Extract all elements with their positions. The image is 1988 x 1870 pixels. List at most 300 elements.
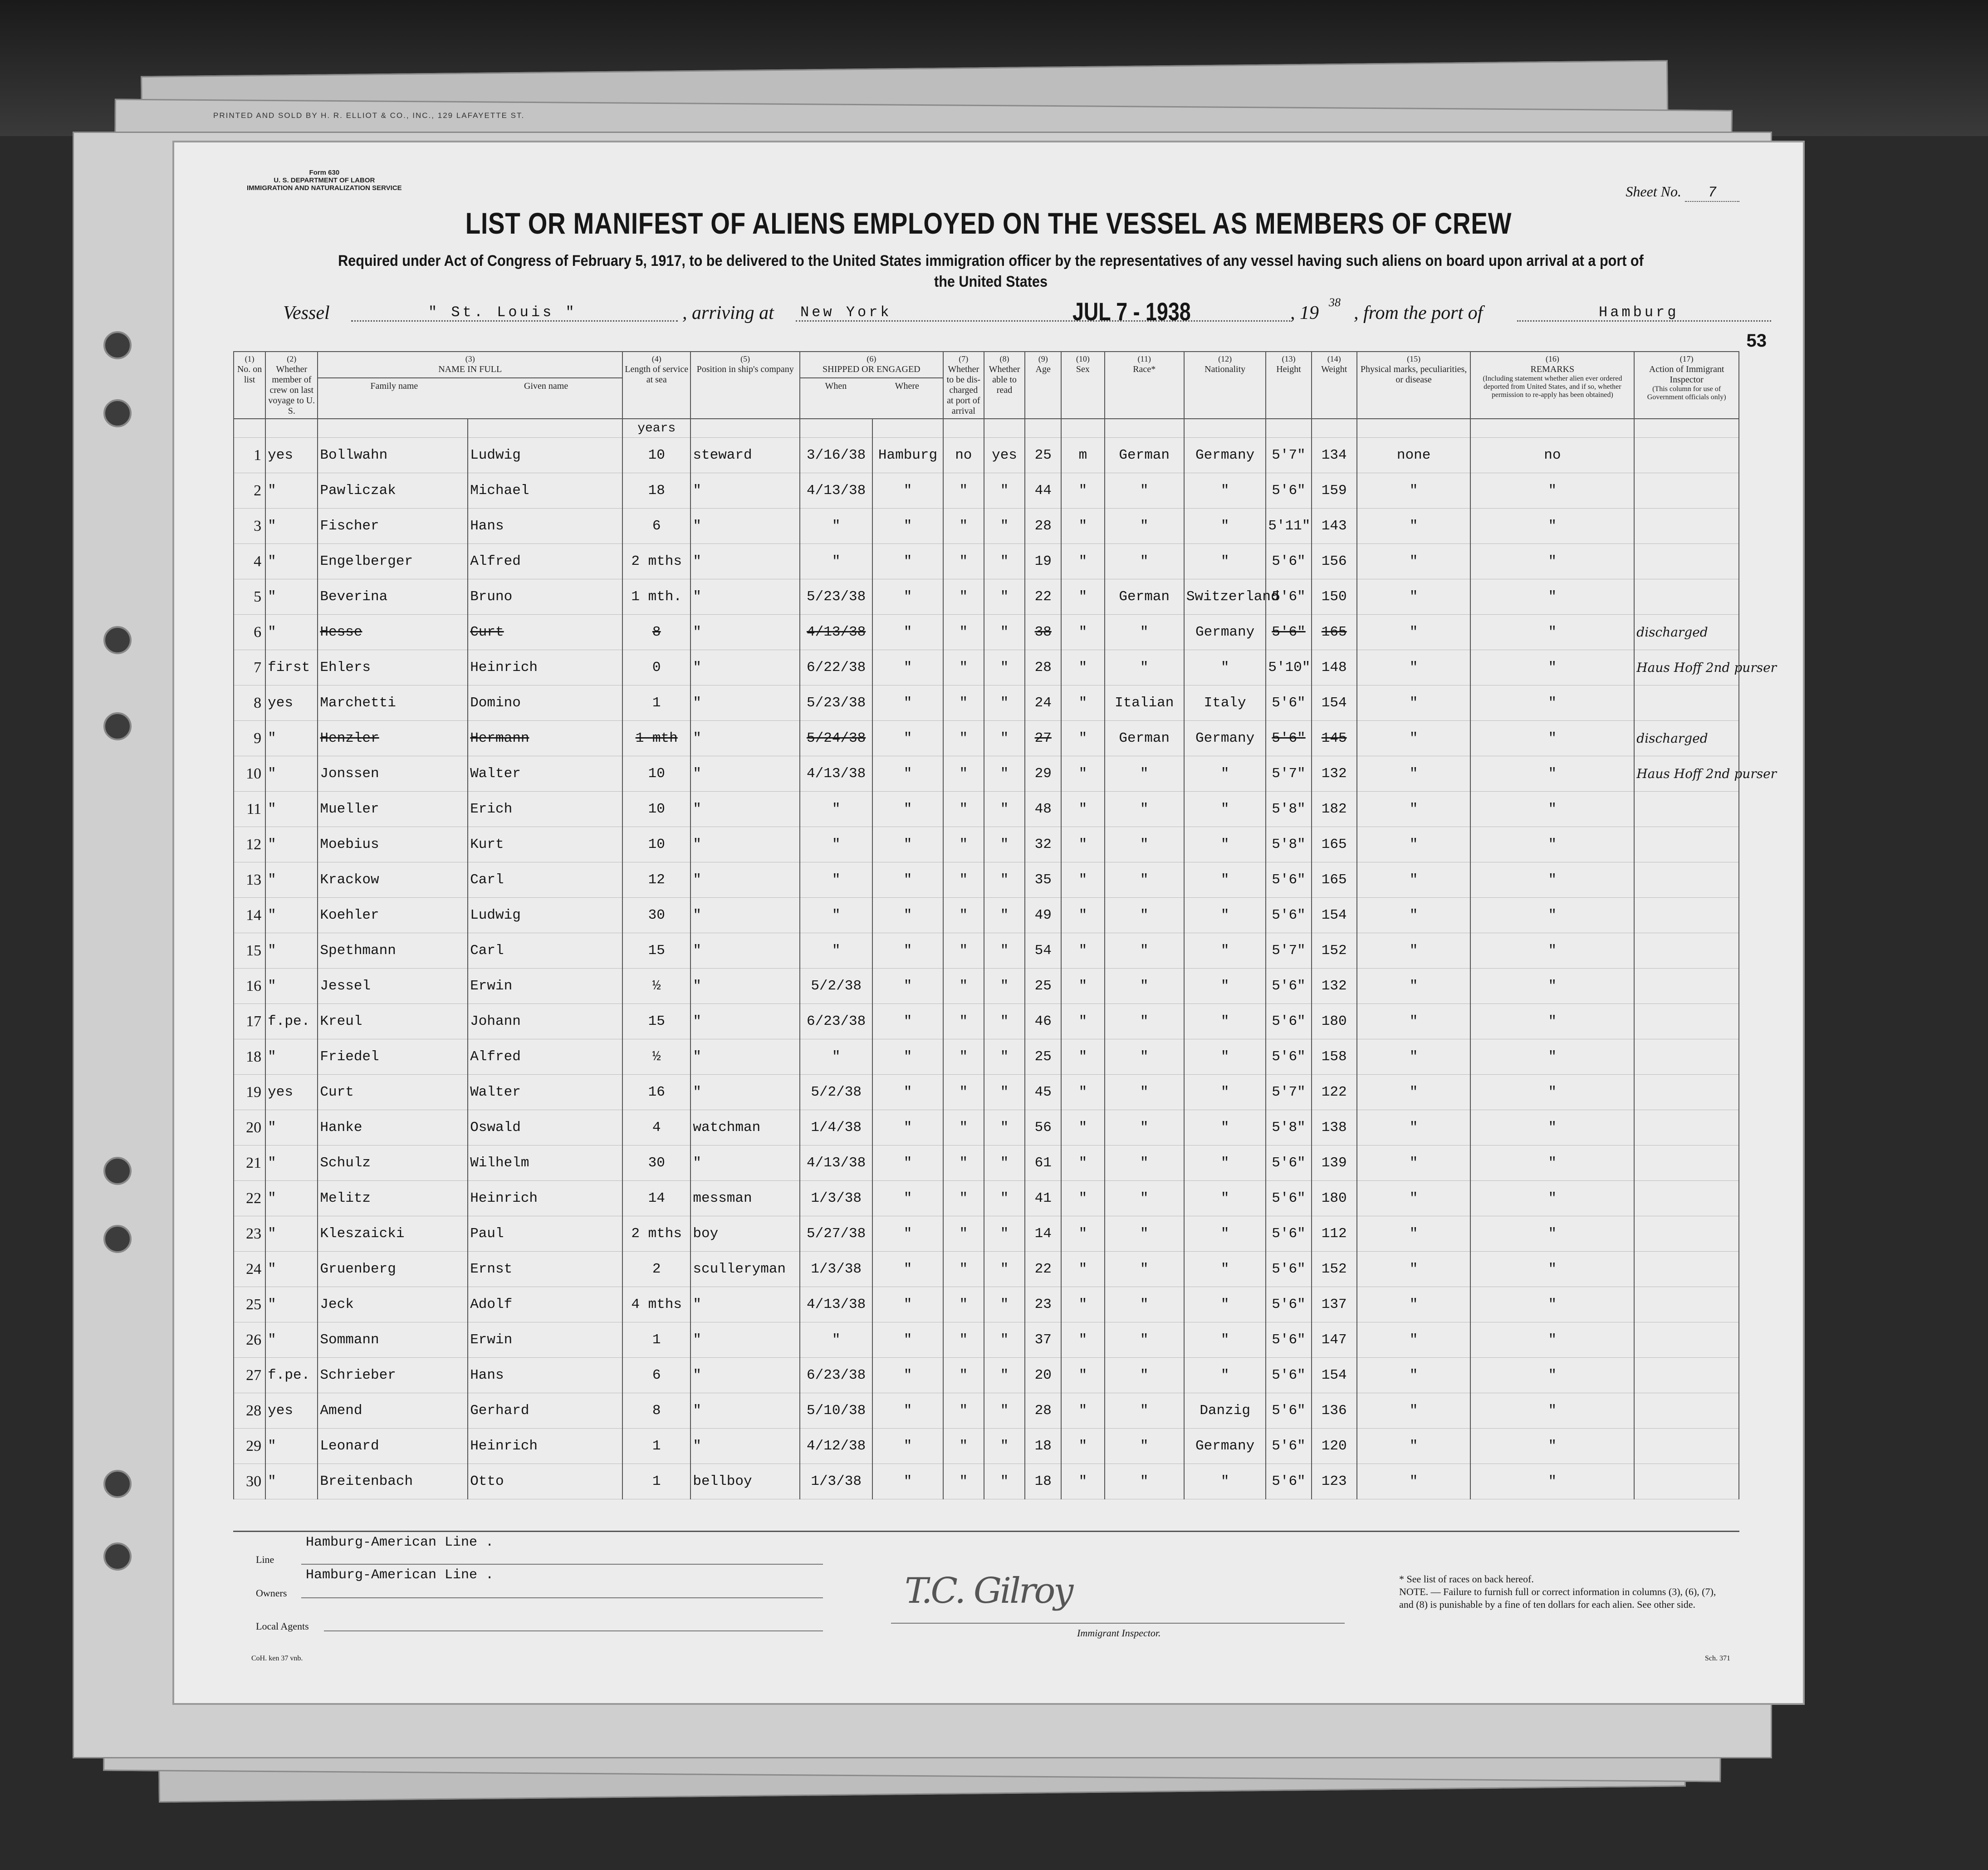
cell-number: 21 bbox=[234, 1145, 265, 1181]
cell-discharged: " bbox=[943, 969, 984, 1004]
cell-physical-marks: " bbox=[1357, 1358, 1471, 1393]
cell-race: " bbox=[1105, 898, 1184, 933]
cell-where: " bbox=[872, 1464, 943, 1499]
cell-inspector-action bbox=[1634, 473, 1739, 509]
cell-physical-marks: " bbox=[1357, 1039, 1471, 1075]
crew-row bbox=[234, 1429, 1739, 1464]
crew-row bbox=[234, 1216, 1739, 1252]
cell-inspector-action bbox=[1634, 579, 1739, 615]
department-name: U. S. DEPARTMENT OF LABOR bbox=[274, 176, 375, 184]
cell-where: " bbox=[872, 898, 943, 933]
cell-remarks: " bbox=[1470, 862, 1634, 898]
cell-sex: " bbox=[1061, 1110, 1104, 1145]
crew-row bbox=[234, 1181, 1739, 1216]
cell-given-name: Gerhard bbox=[468, 1393, 622, 1429]
crew-row bbox=[234, 1322, 1739, 1358]
cell-number: 29 bbox=[234, 1429, 265, 1464]
cell-race: " bbox=[1105, 1464, 1184, 1499]
cell-race: " bbox=[1105, 1145, 1184, 1181]
cell-inspector-action bbox=[1634, 1039, 1739, 1075]
cell-family-name: Mueller bbox=[318, 792, 468, 827]
cell-when: 1/3/38 bbox=[800, 1464, 872, 1499]
cell-age: 22 bbox=[1025, 579, 1061, 615]
year-label: , 19 bbox=[1290, 303, 1319, 323]
cell-number: 28 bbox=[234, 1393, 265, 1429]
cell-position: " bbox=[690, 1039, 800, 1075]
col-family-name: Family name bbox=[370, 381, 418, 391]
cell-age: 49 bbox=[1025, 898, 1061, 933]
cell-family-name: Hesse bbox=[318, 615, 468, 650]
cell-previous-voyage: " bbox=[265, 615, 318, 650]
cell-previous-voyage: " bbox=[265, 827, 318, 862]
cell-remarks: " bbox=[1470, 827, 1634, 862]
crew-row bbox=[234, 1004, 1739, 1039]
cell-physical-marks: " bbox=[1357, 1075, 1471, 1110]
cell-previous-voyage: " bbox=[265, 1110, 318, 1145]
cell-where: Hamburg bbox=[872, 438, 943, 473]
cell-age: 27 bbox=[1025, 721, 1061, 756]
cell-race: " bbox=[1105, 969, 1184, 1004]
cell-inspector-action bbox=[1634, 1464, 1739, 1499]
cell-height: 5'10" bbox=[1266, 650, 1311, 685]
cell-number: 16 bbox=[234, 969, 265, 1004]
cell-number: 5 bbox=[234, 579, 265, 615]
cell-height: 5'6" bbox=[1266, 1145, 1311, 1181]
cell-position: " bbox=[690, 862, 800, 898]
cell-height: 5'6" bbox=[1266, 1358, 1311, 1393]
cell-remarks: " bbox=[1470, 933, 1634, 969]
cell-weight: 139 bbox=[1312, 1145, 1357, 1181]
cell-able-to-read: " bbox=[984, 1039, 1025, 1075]
cell-family-name: Sommann bbox=[318, 1322, 468, 1358]
cell-able-to-read: " bbox=[984, 1429, 1025, 1464]
cell-position: steward bbox=[690, 438, 800, 473]
cell-able-to-read: " bbox=[984, 1358, 1025, 1393]
col-remarks: (16) REMARKS (Including statement whether alien ever ordered deported from United States, and if so, whether permission to re-apply has been obtained) bbox=[1470, 352, 1634, 419]
cell-inspector-action bbox=[1634, 1145, 1739, 1181]
cell-nationality: Germany bbox=[1184, 721, 1266, 756]
cell-physical-marks: " bbox=[1357, 544, 1471, 579]
cell-weight: 137 bbox=[1312, 1287, 1357, 1322]
cell-able-to-read: " bbox=[984, 1181, 1025, 1216]
cell-physical-marks: " bbox=[1357, 721, 1471, 756]
cell-when: " bbox=[800, 933, 872, 969]
cell-position: watchman bbox=[690, 1110, 800, 1145]
cell-family-name: Breitenbach bbox=[318, 1464, 468, 1499]
cell-previous-voyage: " bbox=[265, 1252, 318, 1287]
cell-nationality: " bbox=[1184, 1287, 1266, 1322]
cell-inspector-action bbox=[1634, 1110, 1739, 1145]
cell-weight: 147 bbox=[1312, 1322, 1357, 1358]
cell-given-name: Walter bbox=[468, 756, 622, 792]
cell-weight: 123 bbox=[1312, 1464, 1357, 1499]
cell-height: 5'8" bbox=[1266, 827, 1311, 862]
cell-number: 7 bbox=[234, 650, 265, 685]
cell-where: " bbox=[872, 1004, 943, 1039]
col-where: Where bbox=[895, 381, 919, 391]
cell-family-name: Hanke bbox=[318, 1110, 468, 1145]
cell-inspector-action bbox=[1634, 1287, 1739, 1322]
cell-height: 5'6" bbox=[1266, 1429, 1311, 1464]
cell-given-name: Otto bbox=[468, 1464, 622, 1499]
crew-row bbox=[234, 1393, 1739, 1429]
cell-able-to-read: " bbox=[984, 1145, 1025, 1181]
cell-sex: " bbox=[1061, 756, 1104, 792]
cell-when: 5/23/38 bbox=[800, 685, 872, 721]
cell-family-name: Jeck bbox=[318, 1287, 468, 1322]
crew-manifest-table bbox=[233, 351, 1777, 1499]
cell-age: 32 bbox=[1025, 827, 1061, 862]
crew-row bbox=[234, 579, 1739, 615]
cell-previous-voyage: " bbox=[265, 1039, 318, 1075]
cell-number: 27 bbox=[234, 1358, 265, 1393]
cell-service-length: 2 mths bbox=[622, 544, 690, 579]
cell-sex: " bbox=[1061, 1322, 1104, 1358]
col-name-in-full: (3) NAME IN FULL Family name Given name bbox=[318, 352, 622, 419]
cell-nationality: " bbox=[1184, 1358, 1266, 1393]
cell-weight: 148 bbox=[1312, 650, 1357, 685]
col-position: (5) Position in ship's company bbox=[690, 352, 800, 419]
cell-given-name: Erwin bbox=[468, 969, 622, 1004]
cell-service-length: 10 bbox=[622, 756, 690, 792]
cell-nationality: " bbox=[1184, 756, 1266, 792]
document-title: LIST OR MANIFEST OF ALIENS EMPLOYED ON THE VESSEL AS MEMBERS OF CREW bbox=[465, 206, 1512, 240]
sheet-number-label: Sheet No. bbox=[1626, 183, 1681, 200]
cell-age: 28 bbox=[1025, 650, 1061, 685]
cell-weight: 138 bbox=[1312, 1110, 1357, 1145]
cell-able-to-read: " bbox=[984, 827, 1025, 862]
cell-weight: 159 bbox=[1312, 473, 1357, 509]
cell-remarks: " bbox=[1470, 721, 1634, 756]
cell-given-name: Ludwig bbox=[468, 438, 622, 473]
cell-service-length: 1 bbox=[622, 685, 690, 721]
cell-nationality: " bbox=[1184, 1252, 1266, 1287]
cell-nationality: " bbox=[1184, 650, 1266, 685]
cell-remarks: " bbox=[1470, 509, 1634, 544]
cell-where: " bbox=[872, 1287, 943, 1322]
cell-age: 29 bbox=[1025, 756, 1061, 792]
cell-family-name: Schrieber bbox=[318, 1358, 468, 1393]
cell-given-name: Oswald bbox=[468, 1110, 622, 1145]
cell-physical-marks: " bbox=[1357, 615, 1471, 650]
cell-family-name: Henzler bbox=[318, 721, 468, 756]
cell-number: 4 bbox=[234, 544, 265, 579]
cell-remarks: " bbox=[1470, 1358, 1634, 1393]
cell-sex: " bbox=[1061, 1075, 1104, 1110]
cell-number: 26 bbox=[234, 1322, 265, 1358]
agents-underline bbox=[324, 1630, 823, 1631]
cell-number: 10 bbox=[234, 756, 265, 792]
from-port-label: , from the port of bbox=[1354, 303, 1483, 323]
cell-remarks: " bbox=[1470, 685, 1634, 721]
service-name: IMMIGRATION AND NATURALIZATION SERVICE bbox=[247, 184, 402, 192]
cell-discharged: " bbox=[943, 1216, 984, 1252]
cell-service-length: 10 bbox=[622, 827, 690, 862]
crew-row bbox=[234, 721, 1739, 756]
cell-inspector-action bbox=[1634, 509, 1739, 544]
cell-able-to-read: " bbox=[984, 756, 1025, 792]
crew-row bbox=[234, 862, 1739, 898]
cell-inspector-action bbox=[1634, 1004, 1739, 1039]
cell-when: 5/10/38 bbox=[800, 1393, 872, 1429]
cell-inspector-action bbox=[1634, 862, 1739, 898]
cell-position: " bbox=[690, 473, 800, 509]
cell-race: German bbox=[1105, 438, 1184, 473]
race-note: * See list of races on back hereof. bbox=[1399, 1573, 1534, 1585]
cell-race: " bbox=[1105, 933, 1184, 969]
cell-able-to-read: " bbox=[984, 1287, 1025, 1322]
cell-age: 28 bbox=[1025, 509, 1061, 544]
col-shipped-engaged: (6) SHIPPED OR ENGAGED When Where bbox=[800, 352, 943, 419]
cell-physical-marks: " bbox=[1357, 473, 1471, 509]
col-number: (1) No. on list bbox=[234, 352, 265, 419]
cell-weight: 180 bbox=[1312, 1004, 1357, 1039]
cell-given-name: Alfred bbox=[468, 544, 622, 579]
cell-discharged: " bbox=[943, 579, 984, 615]
cell-service-length: 2 bbox=[622, 1252, 690, 1287]
manifest-sheet bbox=[172, 141, 1805, 1705]
cell-service-length: 12 bbox=[622, 862, 690, 898]
line-underline bbox=[301, 1564, 823, 1565]
departure-port: Hamburg bbox=[1599, 304, 1679, 321]
cell-where: " bbox=[872, 615, 943, 650]
cell-remarks: " bbox=[1470, 1075, 1634, 1110]
cell-able-to-read: " bbox=[984, 1322, 1025, 1358]
cell-weight: 112 bbox=[1312, 1216, 1357, 1252]
cell-where: " bbox=[872, 792, 943, 827]
cell-discharged: " bbox=[943, 756, 984, 792]
cell-race: " bbox=[1105, 1287, 1184, 1322]
cell-inspector-action bbox=[1634, 1181, 1739, 1216]
cell-discharged: " bbox=[943, 473, 984, 509]
cell-previous-voyage: " bbox=[265, 792, 318, 827]
cell-discharged: " bbox=[943, 1287, 984, 1322]
cell-where: " bbox=[872, 685, 943, 721]
cell-previous-voyage: " bbox=[265, 969, 318, 1004]
cell-age: 54 bbox=[1025, 933, 1061, 969]
cell-nationality: " bbox=[1184, 898, 1266, 933]
col-able-to-read: (8) Whether able to read bbox=[984, 352, 1025, 419]
col-age: (9) Age bbox=[1025, 352, 1061, 419]
cell-position: " bbox=[690, 579, 800, 615]
cell-able-to-read: " bbox=[984, 1216, 1025, 1252]
cell-family-name: Jonssen bbox=[318, 756, 468, 792]
inspector-label: Immigrant Inspector. bbox=[1077, 1627, 1161, 1639]
cell-remarks: " bbox=[1470, 1322, 1634, 1358]
crew-row bbox=[234, 792, 1739, 827]
cell-position: " bbox=[690, 756, 800, 792]
cell-previous-voyage: " bbox=[265, 1429, 318, 1464]
cell-nationality: " bbox=[1184, 792, 1266, 827]
cell-height: 5'7" bbox=[1266, 756, 1311, 792]
cell-family-name: Ehlers bbox=[318, 650, 468, 685]
cell-where: " bbox=[872, 756, 943, 792]
cell-height: 5'6" bbox=[1266, 898, 1311, 933]
cell-race: " bbox=[1105, 792, 1184, 827]
cell-service-length: 15 bbox=[622, 1004, 690, 1039]
cell-nationality: " bbox=[1184, 509, 1266, 544]
cell-height: 5'6" bbox=[1266, 1322, 1311, 1358]
cell-discharged: " bbox=[943, 615, 984, 650]
cell-position: " bbox=[690, 1358, 800, 1393]
crew-row bbox=[234, 650, 1739, 685]
cell-given-name: Ludwig bbox=[468, 898, 622, 933]
cell-given-name: Hans bbox=[468, 509, 622, 544]
cell-inspector-action bbox=[1634, 1075, 1739, 1110]
form-identifier bbox=[247, 169, 402, 192]
crew-row bbox=[234, 473, 1739, 509]
cell-number: 2 bbox=[234, 473, 265, 509]
cell-remarks: " bbox=[1470, 1393, 1634, 1429]
cell-remarks: no bbox=[1470, 438, 1634, 473]
cell-age: 20 bbox=[1025, 1358, 1061, 1393]
cell-when: 5/23/38 bbox=[800, 579, 872, 615]
cell-sex: " bbox=[1061, 933, 1104, 969]
cell-inspector-action: Haus Hoff 2nd purser bbox=[1634, 650, 1739, 685]
cell-discharged: no bbox=[943, 438, 984, 473]
cell-age: 24 bbox=[1025, 685, 1061, 721]
signature-line bbox=[891, 1623, 1345, 1624]
crew-row bbox=[234, 615, 1739, 650]
cell-height: 5'6" bbox=[1266, 1464, 1311, 1499]
cell-inspector-action bbox=[1634, 1429, 1739, 1464]
cell-height: 5'7" bbox=[1266, 438, 1311, 473]
cell-given-name: Erwin bbox=[468, 1322, 622, 1358]
cell-sex: " bbox=[1061, 473, 1104, 509]
cell-race: " bbox=[1105, 1216, 1184, 1252]
cell-sex: " bbox=[1061, 1252, 1104, 1287]
cell-age: 45 bbox=[1025, 1075, 1061, 1110]
cell-weight: 120 bbox=[1312, 1429, 1357, 1464]
cell-race: " bbox=[1105, 1004, 1184, 1039]
cell-sex: " bbox=[1061, 1358, 1104, 1393]
col-inspector-action: (17) Action of Immigrant Inspector (This column for use of Government officials only) bbox=[1634, 352, 1739, 419]
cell-nationality: Switzerland bbox=[1184, 579, 1266, 615]
cell-remarks: " bbox=[1470, 579, 1634, 615]
cell-given-name: Wilhelm bbox=[468, 1145, 622, 1181]
cell-position: " bbox=[690, 544, 800, 579]
cell-remarks: " bbox=[1470, 544, 1634, 579]
cell-when: 6/23/38 bbox=[800, 1358, 872, 1393]
cell-service-length: 18 bbox=[622, 473, 690, 509]
cell-race: " bbox=[1105, 1322, 1184, 1358]
cell-able-to-read: " bbox=[984, 721, 1025, 756]
cell-previous-voyage: " bbox=[265, 898, 318, 933]
cell-nationality: " bbox=[1184, 862, 1266, 898]
crew-row bbox=[234, 1358, 1739, 1393]
cell-service-length: 10 bbox=[622, 438, 690, 473]
cell-where: " bbox=[872, 1393, 943, 1429]
cell-physical-marks: " bbox=[1357, 792, 1471, 827]
cell-family-name: Melitz bbox=[318, 1181, 468, 1216]
cell-inspector-action bbox=[1634, 1393, 1739, 1429]
cell-family-name: Schulz bbox=[318, 1145, 468, 1181]
cell-age: 25 bbox=[1025, 969, 1061, 1004]
cell-where: " bbox=[872, 650, 943, 685]
cell-service-length: ½ bbox=[622, 1039, 690, 1075]
cell-number: 11 bbox=[234, 792, 265, 827]
cell-height: 5'6" bbox=[1266, 1004, 1311, 1039]
cell-previous-voyage: " bbox=[265, 1216, 318, 1252]
cell-nationality: " bbox=[1184, 933, 1266, 969]
cell-discharged: " bbox=[943, 862, 984, 898]
cell-physical-marks: " bbox=[1357, 1393, 1471, 1429]
cell-race: German bbox=[1105, 721, 1184, 756]
crew-row bbox=[234, 509, 1739, 544]
cell-height: 5'6" bbox=[1266, 544, 1311, 579]
cell-weight: 122 bbox=[1312, 1075, 1357, 1110]
cell-height: 5'6" bbox=[1266, 969, 1311, 1004]
document-subtitle: Required under Act of Congress of February 5, 1917, to be delivered to the United States immigration officer by the representatives of any vessel having such aliens on board upon arrival at a port of the United States bbox=[338, 252, 1644, 290]
cell-where: " bbox=[872, 827, 943, 862]
cell-able-to-read: " bbox=[984, 473, 1025, 509]
cell-age: 25 bbox=[1025, 438, 1061, 473]
cell-sex: " bbox=[1061, 1039, 1104, 1075]
cell-remarks: " bbox=[1470, 1181, 1634, 1216]
cell-sex: " bbox=[1061, 862, 1104, 898]
cell-age: 19 bbox=[1025, 544, 1061, 579]
cell-inspector-action bbox=[1634, 438, 1739, 473]
cell-number: 6 bbox=[234, 615, 265, 650]
crew-row bbox=[234, 1075, 1739, 1110]
cell-position: " bbox=[690, 898, 800, 933]
cell-family-name: Beverina bbox=[318, 579, 468, 615]
cell-number: 8 bbox=[234, 685, 265, 721]
cell-when: " bbox=[800, 827, 872, 862]
cell-able-to-read: " bbox=[984, 969, 1025, 1004]
binder-hole bbox=[103, 1157, 132, 1185]
cell-height: 5'6" bbox=[1266, 685, 1311, 721]
header-row bbox=[234, 352, 1739, 419]
binder-hole bbox=[103, 712, 132, 740]
cell-when: 5/2/38 bbox=[800, 1075, 872, 1110]
cell-race: German bbox=[1105, 579, 1184, 615]
cell-service-length: 4 bbox=[622, 1110, 690, 1145]
cell-when: 1/3/38 bbox=[800, 1181, 872, 1216]
cell-family-name: Marchetti bbox=[318, 685, 468, 721]
cell-number: 14 bbox=[234, 898, 265, 933]
footer-notes bbox=[1399, 1573, 1726, 1611]
cell-remarks: " bbox=[1470, 792, 1634, 827]
crew-row bbox=[234, 933, 1739, 969]
cell-position: " bbox=[690, 615, 800, 650]
cell-height: 5'6" bbox=[1266, 1216, 1311, 1252]
col-height: (13) Height bbox=[1266, 352, 1311, 419]
crew-row bbox=[234, 969, 1739, 1004]
crew-row bbox=[234, 1110, 1739, 1145]
crew-row bbox=[234, 1464, 1739, 1499]
cell-position: " bbox=[690, 1004, 800, 1039]
cell-position: " bbox=[690, 1322, 800, 1358]
crew-rows bbox=[234, 419, 1777, 1499]
cell-previous-voyage: f.pe. bbox=[265, 1358, 318, 1393]
owners-value: Hamburg-American Line . bbox=[306, 1567, 494, 1583]
cell-race: " bbox=[1105, 1110, 1184, 1145]
line-value: Hamburg-American Line . bbox=[306, 1535, 494, 1550]
vessel-name: " St. Louis " bbox=[428, 304, 577, 321]
cell-service-length: 6 bbox=[622, 509, 690, 544]
cell-physical-marks: " bbox=[1357, 1429, 1471, 1464]
cell-family-name: Friedel bbox=[318, 1039, 468, 1075]
printer-imprint: PRINTED AND SOLD BY H. R. ELLIOT & CO., INC., 129 LAFAYETTE ST. bbox=[213, 111, 525, 120]
cell-position: " bbox=[690, 792, 800, 827]
cell-weight: 158 bbox=[1312, 1039, 1357, 1075]
cell-previous-voyage: yes bbox=[265, 438, 318, 473]
cell-nationality: " bbox=[1184, 1145, 1266, 1181]
cell-number: 17 bbox=[234, 1004, 265, 1039]
cell-position: " bbox=[690, 969, 800, 1004]
cell-age: 46 bbox=[1025, 1004, 1061, 1039]
